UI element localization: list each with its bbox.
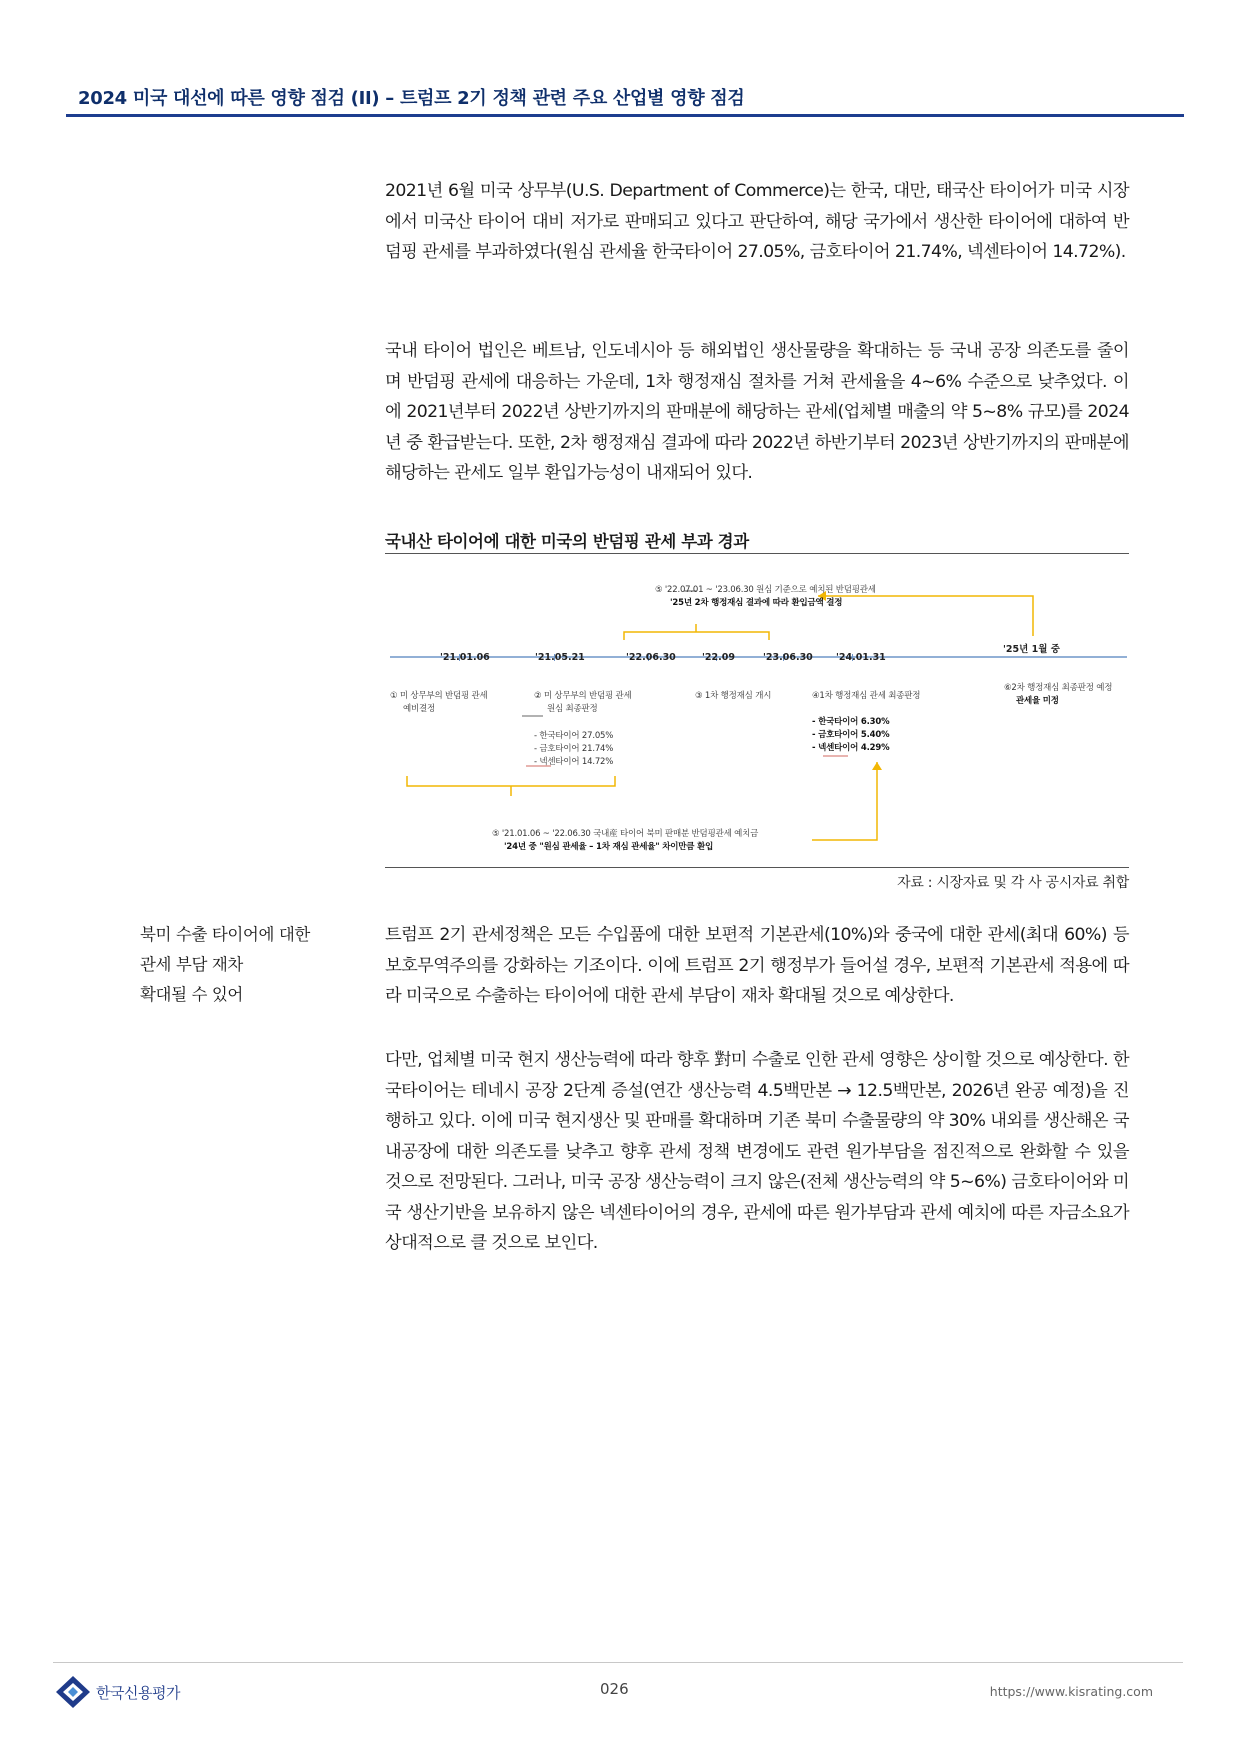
date-25jan: '25년 1월 중 xyxy=(1003,644,1060,655)
figure-source: 자료 : 시장자료 및 각 사 공시자료 취합 xyxy=(897,875,1129,891)
rate-review-hankook: - 한국타이어 6.30% xyxy=(812,717,890,727)
rate-review-kumho: - 금호타이어 5.40% xyxy=(812,730,890,740)
top-note-line2: '25년 2차 행정재심 결과에 따라 환입금액 결정 xyxy=(670,598,843,608)
date-220630: '22.06.30 xyxy=(626,652,676,663)
top-note-line1: ⑤ '22.07.01 ~ '23.06.30 원심 기준으로 예치된 반덤핑관세 xyxy=(655,585,876,595)
page-number: 026 xyxy=(600,1680,629,1698)
paragraph-1: 2021년 6월 미국 상무부(U.S. Department of Commerce)는 한국, 대만, 태국산 타이어가 미국 시장에서 미국산 타이어 대비 저가로 판매되고 있다고 판단하여, 해당 국가에서 생산한 타이어에 대하여 반덤핑 관세를 부과하였다(원심 관세율 한국타이어 27.05%, 금호타이어 21.74%, 넥센타이어 14.72%). xyxy=(385,181,1129,262)
event-2-line2: 원심 최종판정 xyxy=(547,704,598,714)
date-2209: '22.09 xyxy=(702,652,735,663)
sidebar-line-3: 확대될 수 있어 xyxy=(140,985,243,1004)
kis-logo-icon xyxy=(55,1675,91,1709)
date-240131: '24.01.31 xyxy=(836,652,886,663)
footer-url[interactable]: https://www.kisrating.com xyxy=(989,1684,1153,1699)
sidebar-line-1: 북미 수출 타이어에 대한 xyxy=(140,925,310,944)
date-210106: '21.01.06 xyxy=(440,652,490,663)
event-4: ④1차 행정재심 관세 최종판정 xyxy=(812,691,921,701)
header-divider xyxy=(66,114,1184,117)
figure-top-rule xyxy=(385,553,1129,554)
event-6-line1: ⑥2차 행정재심 최종판정 예정 xyxy=(1004,683,1113,693)
top-arrow-line xyxy=(818,596,1033,636)
event-2-line1: ② 미 상무부의 반덤핑 관세 xyxy=(534,691,632,701)
bottom-arrow-line xyxy=(812,762,877,840)
paragraph-2: 국내 타이어 법인은 베트남, 인도네시아 등 해외법인 생산물량을 확대하는 등 국내 공장 의존도를 줄이며 반덤핑 관세에 대응하는 가운데, 1차 행정재심 절차를 거쳐 관세율을 4~6% 수준으로 낮추었다. 이에 2021년부터 2022년 상반기까지의 판매분에 해당하는 관세(업체별 매출의 약 5~8% 규모)를 2024년 중 환급받는다. 또한, 2차 행정재심 결과에 따라 2022년 하반기부터 2023년 상반기까지의 판매분에 해당하는 관세도 일부 환입가능성이 내재되어 있다. xyxy=(385,341,1129,483)
rate-original-hankook: - 한국타이어 27.05% xyxy=(534,731,614,741)
figure-bottom-rule xyxy=(385,867,1129,868)
event-1-line1: ① 미 상무부의 반덤핑 관세 xyxy=(390,691,488,701)
bottom-note-line2: '24년 중 "원심 관세율 – 1차 재심 관세율" 차이만큼 환입 xyxy=(504,842,714,852)
sidebar-summary xyxy=(140,920,310,1010)
rate-original-kumho: - 금호타이어 21.74% xyxy=(534,744,614,754)
event-3: ③ 1차 행정재심 개시 xyxy=(695,691,772,701)
rate-review-nexen: - 넥센타이어 4.29% xyxy=(812,743,890,753)
event-6-line2: 관세율 미정 xyxy=(1016,696,1059,706)
bottom-note-line1: ⑤ '21.01.06 ~ '22.06.30 국내産 타이어 북미 판매분 반덤핑관세 예치금 xyxy=(492,829,759,839)
footer-logo-text: 한국신용평가 xyxy=(96,1684,180,1702)
date-210521: '21.05.21 xyxy=(535,652,585,663)
bottom-bracket xyxy=(407,776,615,786)
date-230630: '23.06.30 xyxy=(763,652,813,663)
rate-original-nexen: - 넥센타이어 14.72% xyxy=(534,757,614,767)
page-header-title: 2024 미국 대선에 따른 영향 점검 (II) – 트럼프 2기 정책 관련 주요 산업별 영향 점검 xyxy=(78,88,745,109)
footer-divider xyxy=(53,1662,1183,1663)
figure-title: 국내산 타이어에 대한 미국의 반덤핑 관세 부과 경과 xyxy=(385,532,749,551)
top-bracket xyxy=(624,632,769,640)
sidebar-line-2: 관세 부담 재차 xyxy=(140,955,243,974)
paragraph-3: 트럼프 2기 관세정책은 모든 수입품에 대한 보편적 기본관세(10%)와 중국에 대한 관세(최대 60%) 등 보호무역주의를 강화하는 기조이다. 이에 트럼프 2기 행정부가 들어설 경우, 보편적 기본관세 적용에 따라 미국으로 수출하는 타이어에 대한 관세 부담이 재차 확대될 것으로 예상한다. xyxy=(385,925,1129,1006)
event-1-line2: 예비결정 xyxy=(403,704,436,714)
bottom-arrow-head xyxy=(872,762,882,770)
paragraph-4: 다만, 업체별 미국 현지 생산능력에 따라 향후 對미 수출로 인한 관세 영향은 상이할 것으로 예상한다. 한국타이어는 테네시 공장 2단계 증설(연간 생산능력 4.5백만본 → 12.5백만본, 2026년 완공 예정)을 진행하고 있다. 이에 미국 현지생산 및 판매를 확대하며 기존 북미 수출물량의 약 30% 내외를 생산해온 국내공장에 대한 의존도를 낮추고 향후 관세 정책 변경에도 관련 원가부담을 점진적으로 완화할 수 있을 것으로 전망된다. 그러나, 미국 공장 생산능력이 크지 않은(전체 생산능력의 약 5~6%) 금호타이어와 미국 생산기반을 보유하지 않은 넥센타이어의 경우, 관세에 따른 원가부담과 관세 예치에 따른 자금소요가 상대적으로 클 것으로 보인다. xyxy=(385,1050,1129,1253)
